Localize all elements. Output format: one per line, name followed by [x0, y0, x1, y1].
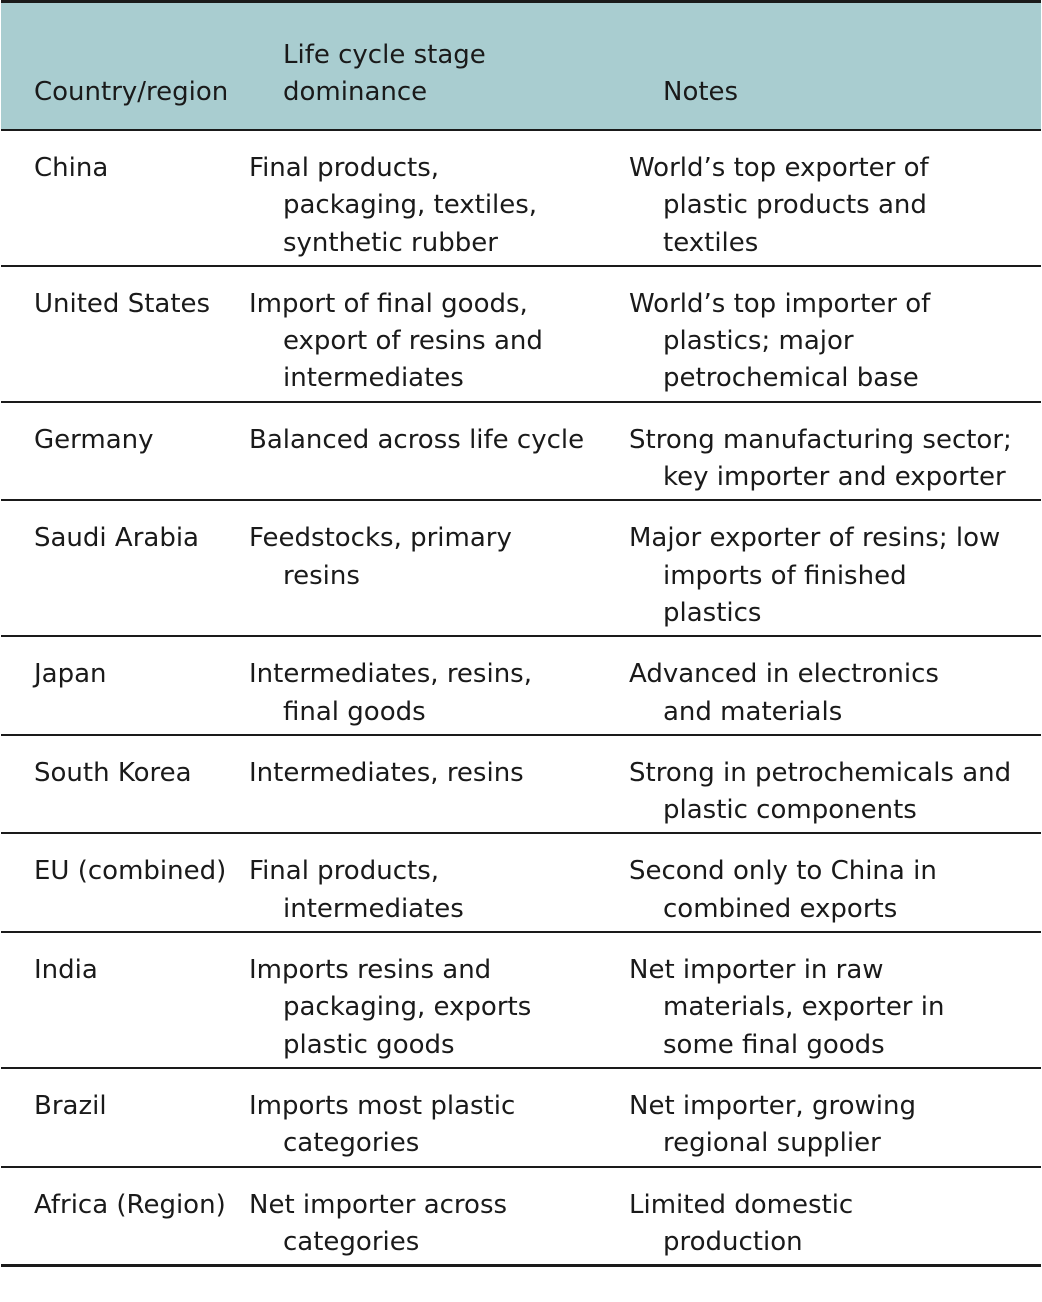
cell-stage-text: Net importer across categories	[249, 1189, 508, 1257]
cell-notes	[629, 932, 1041, 1068]
table-row	[1, 735, 1041, 834]
table-row	[1, 1068, 1041, 1167]
cell-country: EU (combined)	[1, 833, 249, 932]
cell-notes-text: Strong in petrochemicals and plastic components	[629, 757, 1012, 826]
cell-stage	[249, 932, 629, 1068]
cell-notes	[629, 735, 1041, 834]
cell-notes-text: Major exporter of resins; low imports of finished plastics	[629, 523, 1001, 628]
cell-stage	[249, 1068, 629, 1167]
header-stage-label: Life cycle stage dominance	[283, 40, 486, 107]
cell-stage	[249, 1167, 629, 1266]
cell-country: South Korea	[1, 735, 249, 834]
table-row	[1, 1167, 1041, 1266]
cell-stage	[249, 833, 629, 932]
table-row	[1, 932, 1041, 1068]
cell-notes-text: Net importer in raw materials, exporter in some final goods	[629, 955, 945, 1060]
table-row	[1, 500, 1041, 636]
cell-notes-text: Second only to China in combined exports	[629, 856, 937, 924]
cell-notes-text: Limited domestic production	[629, 1189, 854, 1257]
cell-country: United States	[1, 266, 249, 402]
cell-notes-text: World’s top importer of plastics; major petrochemical base	[629, 288, 931, 394]
header-stage	[249, 2, 629, 131]
cell-stage	[249, 735, 629, 834]
cell-stage-text: Final products, intermediates	[249, 856, 464, 924]
table-header	[1, 2, 1041, 131]
cell-country: China	[1, 130, 249, 266]
cell-stage-text: Import of final goods, export of resins and intermediates	[249, 288, 543, 394]
header-row	[1, 2, 1041, 131]
cell-notes-text: Strong manufacturing sector; key importer and exporter	[629, 424, 1012, 493]
cell-notes-text: Advanced in electronics and materials	[629, 659, 939, 727]
cell-notes	[629, 266, 1041, 402]
cell-country: Saudi Arabia	[1, 500, 249, 636]
cell-notes	[629, 833, 1041, 932]
header-country: Country/region	[1, 2, 249, 131]
cell-stage-text: Imports most plastic categories	[249, 1090, 516, 1159]
country-plastics-table	[1, 0, 1041, 1267]
cell-stage-text: Feedstocks, primary resins	[249, 523, 512, 591]
cell-notes	[629, 402, 1041, 501]
cell-country: Africa (Region)	[34, 1189, 226, 1220]
cell-stage	[249, 266, 629, 402]
cell-stage	[249, 402, 629, 501]
cell-stage-text: Intermediates, resins	[249, 757, 524, 788]
table-row	[1, 833, 1041, 932]
table-body	[1, 130, 1041, 1266]
cell-stage	[249, 130, 629, 266]
cell-notes	[629, 636, 1041, 735]
table-row	[1, 636, 1041, 735]
cell-notes	[629, 130, 1041, 266]
cell-notes	[629, 1167, 1041, 1266]
cell-country: India	[1, 932, 249, 1068]
cell-country: Japan	[1, 636, 249, 735]
cell-stage-text: Imports resins and packaging, exports plastic goods	[249, 955, 532, 1060]
table-row	[1, 402, 1041, 501]
cell-notes-text: World’s top exporter of plastic products and textiles	[629, 153, 929, 258]
cell-country: Brazil	[1, 1068, 249, 1167]
table-row	[1, 266, 1041, 402]
cell-notes	[629, 1068, 1041, 1167]
cell-notes-text: Net importer, growing regional supplier	[629, 1090, 916, 1159]
cell-country: Germany	[1, 402, 249, 501]
cell-stage-text: Final products, packaging, textiles, synthetic rubber	[249, 153, 538, 258]
header-notes: Notes	[629, 2, 1041, 131]
cell-stage	[249, 636, 629, 735]
cell-stage-text: Balanced across life cycle	[249, 424, 585, 455]
cell-stage	[249, 500, 629, 636]
cell-stage-text: Intermediates, resins, final goods	[249, 659, 532, 727]
cell-notes	[629, 500, 1041, 636]
table-row	[1, 130, 1041, 266]
